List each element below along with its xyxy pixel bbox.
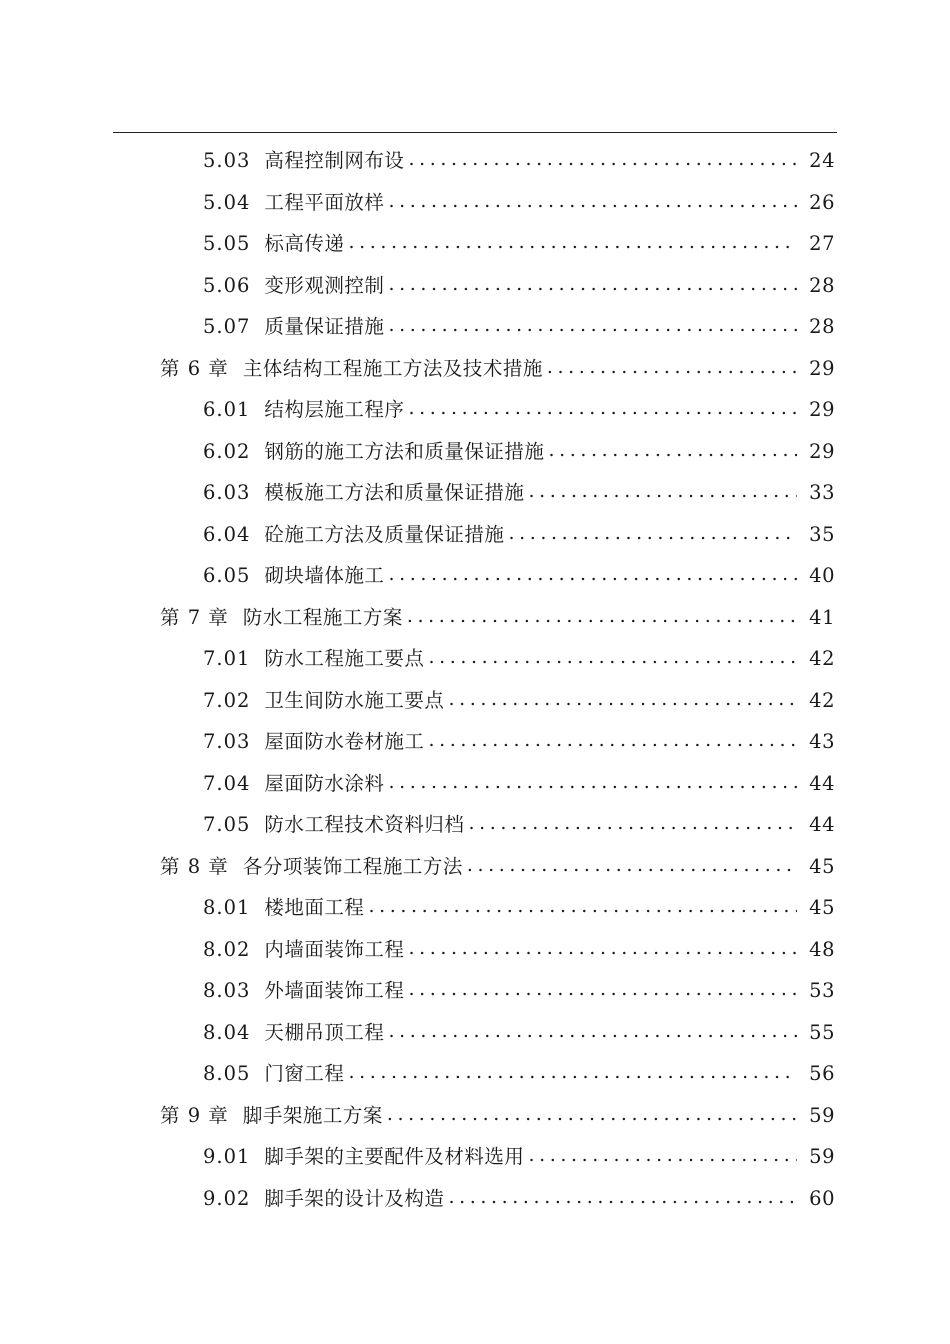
- toc-page-number: 43: [809, 730, 835, 753]
- toc-entry-title: 结构层施工程序: [264, 398, 405, 421]
- toc-section-entry[interactable]: [0, 887, 950, 929]
- toc-entry-title: 脚手架施工方案: [242, 1103, 383, 1127]
- toc-entry-number: 5.03: [203, 149, 251, 172]
- toc-page-number: 55: [809, 1020, 835, 1044]
- toc-page-number: 53: [809, 979, 835, 1002]
- toc-page-number: 35: [809, 522, 835, 546]
- toc-dot-leader: [407, 607, 797, 626]
- toc-entry-label: [203, 1020, 385, 1044]
- toc-section-entry[interactable]: [0, 1136, 950, 1178]
- toc-entry-label: [203, 483, 524, 503]
- toc-dot-leader: [388, 773, 797, 792]
- toc-page-number: 41: [809, 605, 835, 629]
- toc-entry-title: 屋面防水涂料: [264, 771, 385, 795]
- toc-entry-number: 第 9 章: [160, 1103, 229, 1127]
- toc-entry-number: 第 6 章: [160, 356, 229, 380]
- toc-dot-leader: [368, 897, 797, 916]
- toc-dot-leader: [408, 150, 797, 169]
- toc-entry-title: 标高传递: [264, 232, 345, 255]
- toc-entry-label: [203, 1186, 445, 1210]
- toc-page-number: 29: [809, 439, 835, 463]
- toc-section-entry[interactable]: [0, 970, 950, 1012]
- toc-entry-label: [203, 771, 385, 795]
- toc-entry-number: 6.05: [203, 564, 251, 587]
- toc-entry-title: 钢筋的施工方法和质量保证措施: [264, 439, 545, 463]
- toc-section-entry[interactable]: [0, 1053, 950, 1095]
- toc-page-number: 45: [809, 854, 835, 878]
- toc-dot-leader: [388, 192, 797, 211]
- toc-entry-number: 5.05: [203, 232, 251, 255]
- toc-page-number: 45: [809, 896, 835, 919]
- toc-dot-leader: [428, 731, 797, 750]
- toc-entry-number: 9.01: [203, 1145, 251, 1168]
- toc-section-entry[interactable]: [0, 182, 950, 224]
- toc-dot-leader: [448, 1188, 797, 1207]
- toc-entry-title: 高程控制网布设: [264, 149, 405, 172]
- toc-section-entry[interactable]: [0, 638, 950, 680]
- toc-section-entry[interactable]: [0, 555, 950, 597]
- toc-entry-label: [203, 649, 424, 669]
- toc-entry-number: 6.02: [203, 439, 251, 463]
- toc-section-entry[interactable]: [0, 804, 950, 846]
- toc-entry-label: [203, 400, 404, 420]
- toc-section-entry[interactable]: [0, 140, 950, 182]
- toc-dot-leader: [528, 482, 797, 501]
- toc-page-number: 29: [809, 356, 835, 380]
- toc-entry-label: [203, 1064, 344, 1084]
- toc-page-number: 27: [809, 232, 835, 255]
- toc-entry-number: 5.04: [203, 190, 251, 214]
- table-of-contents: [0, 140, 950, 1219]
- toc-section-entry[interactable]: [0, 763, 950, 805]
- toc-entry-title: 内墙面装饰工程: [264, 937, 405, 961]
- toc-entry-title: 质量保证措施: [264, 315, 385, 338]
- toc-page-number: 48: [809, 937, 835, 961]
- toc-dot-leader: [548, 441, 797, 460]
- toc-section-entry[interactable]: [0, 929, 950, 971]
- toc-dot-leader: [547, 358, 797, 377]
- toc-section-entry[interactable]: [0, 265, 950, 307]
- toc-entry-label: [160, 854, 463, 878]
- toc-entry-label: [160, 1103, 383, 1127]
- toc-entry-label: [203, 688, 445, 712]
- toc-entry-title: 砼施工方法及质量保证措施: [264, 522, 505, 546]
- toc-entry-title: 防水工程施工方案: [242, 605, 403, 629]
- toc-dot-leader: [388, 1022, 797, 1041]
- toc-entry-number: 7.02: [203, 688, 251, 712]
- toc-entry-label: [203, 151, 404, 171]
- toc-entry-label: [203, 190, 385, 214]
- toc-entry-number: 7.04: [203, 771, 251, 795]
- toc-section-entry[interactable]: [0, 223, 950, 265]
- toc-page-number: 33: [809, 481, 835, 504]
- toc-dot-leader: [348, 1063, 797, 1082]
- toc-chapter-entry[interactable]: [0, 597, 950, 639]
- toc-chapter-entry[interactable]: [0, 1095, 950, 1137]
- toc-dot-leader: [387, 1105, 797, 1124]
- toc-entry-label: [203, 522, 505, 546]
- toc-chapter-entry[interactable]: [0, 348, 950, 390]
- toc-entry-number: 7.03: [203, 730, 251, 753]
- toc-section-entry[interactable]: [0, 1178, 950, 1220]
- toc-entry-title: 防水工程施工要点: [264, 647, 425, 670]
- toc-entry-title: 脚手架的设计及构造: [264, 1186, 445, 1210]
- toc-entry-title: 脚手架的主要配件及材料选用: [264, 1145, 525, 1168]
- toc-entry-label: [203, 898, 364, 918]
- toc-dot-leader: [408, 399, 797, 418]
- toc-page-number: 40: [809, 564, 835, 587]
- toc-dot-leader: [408, 939, 797, 958]
- toc-dot-leader: [468, 814, 797, 833]
- toc-entry-label: [203, 273, 385, 297]
- toc-page-number: 60: [809, 1186, 835, 1210]
- header-rule: [113, 132, 837, 133]
- toc-section-entry[interactable]: [0, 306, 950, 348]
- toc-entry-title: 各分项装饰工程施工方法: [242, 854, 463, 878]
- toc-section-entry[interactable]: [0, 680, 950, 722]
- toc-page-number: 59: [809, 1145, 835, 1168]
- toc-entry-label: [203, 937, 405, 961]
- toc-entry-number: 6.04: [203, 522, 251, 546]
- toc-dot-leader: [388, 565, 797, 584]
- toc-entry-number: 5.06: [203, 273, 251, 297]
- toc-entry-number: 8.03: [203, 979, 251, 1002]
- toc-dot-leader: [408, 980, 797, 999]
- toc-page-number: 44: [809, 771, 835, 795]
- toc-entry-title: 门窗工程: [264, 1062, 345, 1085]
- toc-entry-number: 8.04: [203, 1020, 251, 1044]
- toc-section-entry[interactable]: [0, 514, 950, 556]
- toc-section-entry[interactable]: [0, 472, 950, 514]
- toc-entry-number: 7.05: [203, 813, 251, 836]
- toc-entry-number: 8.02: [203, 937, 251, 961]
- toc-section-entry[interactable]: [0, 721, 950, 763]
- toc-entry-title: 工程平面放样: [264, 190, 385, 214]
- toc-page-number: 24: [809, 149, 835, 172]
- toc-entry-title: 楼地面工程: [264, 896, 365, 919]
- toc-entry-label: [203, 566, 384, 586]
- toc-chapter-entry[interactable]: [0, 846, 950, 888]
- toc-entry-title: 外墙面装饰工程: [264, 979, 405, 1002]
- toc-dot-leader: [508, 524, 797, 543]
- toc-page-number: 26: [809, 190, 835, 214]
- toc-section-entry[interactable]: [0, 389, 950, 431]
- toc-entry-number: 第 7 章: [160, 605, 229, 629]
- toc-dot-leader: [388, 275, 797, 294]
- toc-page-number: 59: [809, 1103, 835, 1127]
- toc-dot-leader: [528, 1146, 797, 1165]
- toc-page-number: 42: [809, 647, 835, 670]
- toc-page-number: 29: [809, 398, 835, 421]
- toc-entry-number: 7.01: [203, 647, 251, 670]
- toc-entry-number: 9.02: [203, 1186, 251, 1210]
- toc-entry-label: [160, 605, 403, 629]
- toc-dot-leader: [388, 316, 797, 335]
- toc-entry-title: 防水工程技术资料归档: [264, 813, 465, 836]
- toc-entry-number: 5.07: [203, 315, 251, 338]
- toc-entry-label: [203, 732, 424, 752]
- toc-entry-label: [160, 356, 543, 380]
- toc-entry-number: 8.05: [203, 1062, 251, 1085]
- toc-entry-title: 主体结构工程施工方法及技术措施: [242, 356, 543, 380]
- toc-entry-title: 模板施工方法和质量保证措施: [264, 481, 525, 504]
- toc-entry-number: 6.01: [203, 398, 251, 421]
- toc-page-number: 56: [809, 1062, 835, 1085]
- toc-dot-leader: [467, 856, 797, 875]
- toc-dot-leader: [448, 690, 797, 709]
- toc-entry-label: [203, 815, 464, 835]
- toc-entry-title: 变形观测控制: [264, 273, 385, 297]
- toc-entry-label: [203, 1147, 524, 1167]
- toc-page-number: 28: [809, 273, 835, 297]
- toc-entry-number: 8.01: [203, 896, 251, 919]
- toc-entry-label: [203, 981, 404, 1001]
- toc-dot-leader: [428, 648, 797, 667]
- toc-entry-title: 屋面防水卷材施工: [264, 730, 425, 753]
- toc-section-entry[interactable]: [0, 1012, 950, 1054]
- toc-entry-number: 第 8 章: [160, 854, 229, 878]
- toc-entry-title: 天棚吊顶工程: [264, 1020, 385, 1044]
- toc-entry-title: 砌块墙体施工: [264, 564, 385, 587]
- toc-entry-label: [203, 234, 344, 254]
- toc-entry-number: 6.03: [203, 481, 251, 504]
- toc-entry-label: [203, 439, 545, 463]
- toc-entry-label: [203, 317, 384, 337]
- toc-page-number: 28: [809, 315, 835, 338]
- toc-page-number: 44: [809, 813, 835, 836]
- toc-entry-title: 卫生间防水施工要点: [264, 688, 445, 712]
- toc-section-entry[interactable]: [0, 431, 950, 473]
- toc-page-number: 42: [809, 688, 835, 712]
- toc-dot-leader: [348, 233, 797, 252]
